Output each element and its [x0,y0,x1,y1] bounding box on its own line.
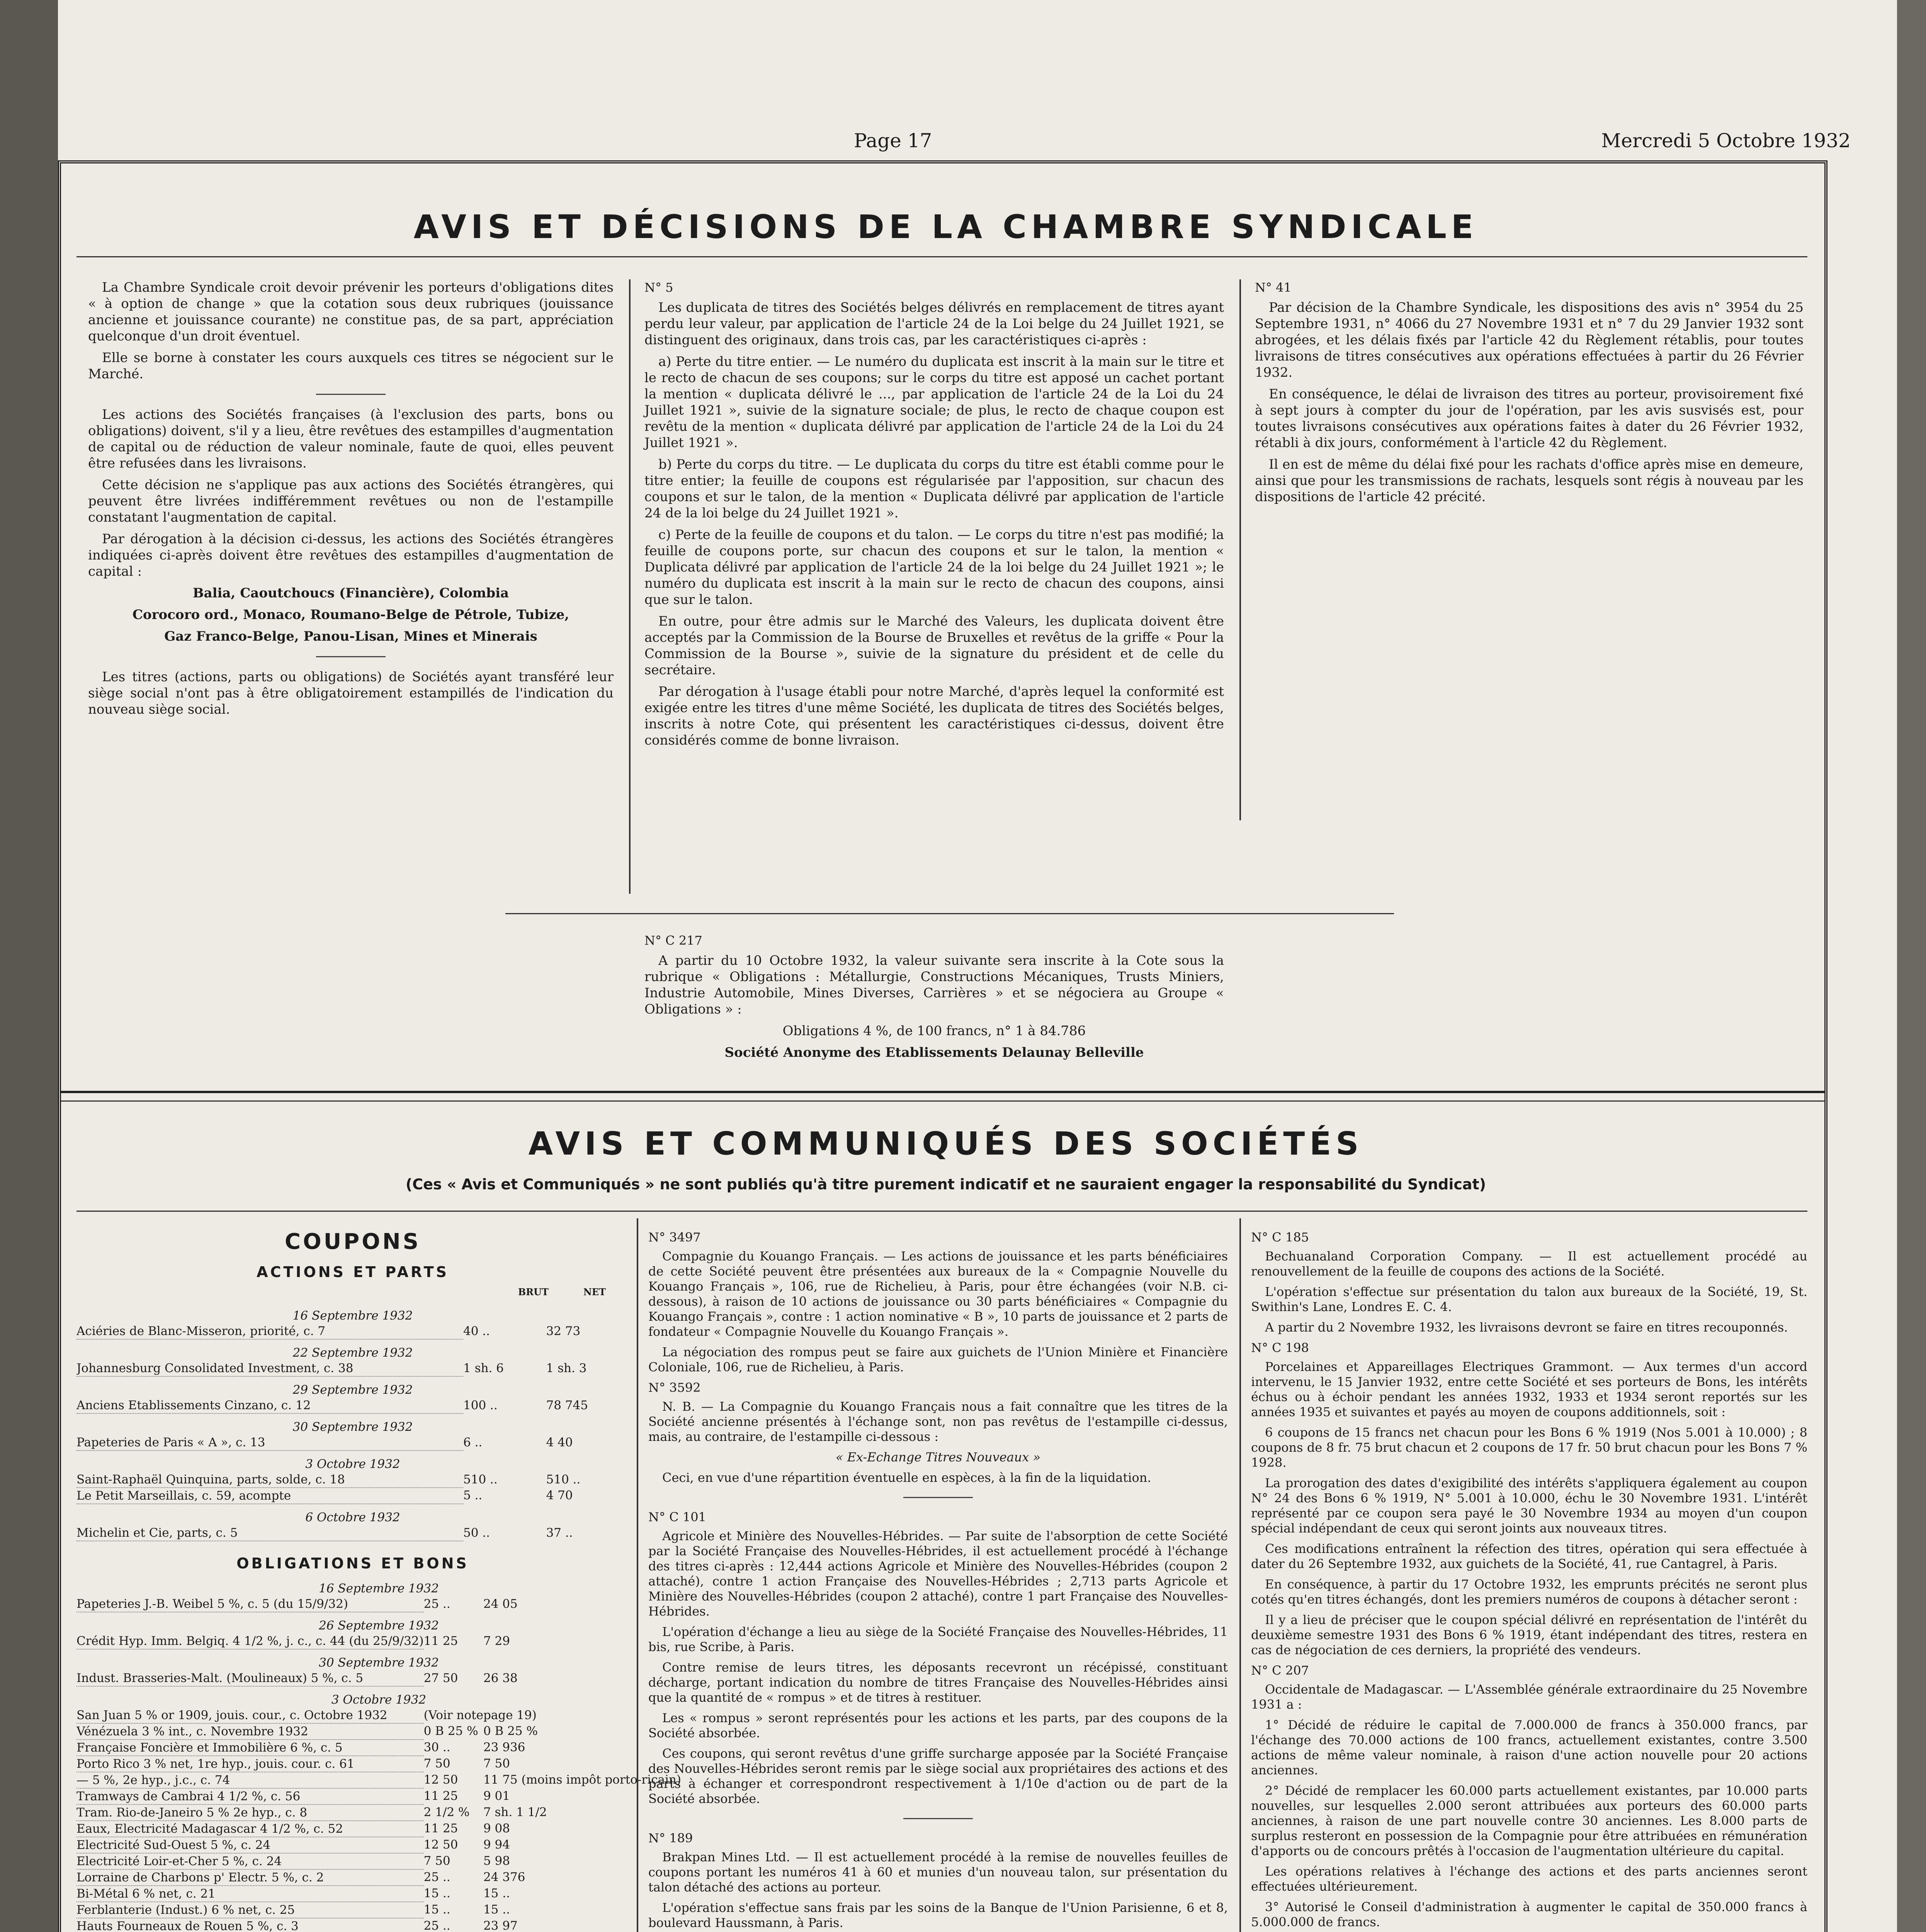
coupon-name: Indust. Brasseries-Malt. (Moulineaux) 5 %, c. 5 [76,1670,424,1686]
coupon-row [76,1804,681,1821]
coupon-name: Bi-Métal 6 % net, c. 21 [76,1886,424,1902]
coupon-net: 9 01 [483,1789,510,1803]
coupon-name: Lorraine de Charbons p' Electr. 5 %, c. 2 [76,1869,424,1886]
coupon-date-row [76,1339,629,1361]
coupon-net: 7 50 [483,1757,510,1770]
coupon-brut: 11 25 [423,1821,458,1835]
coupon-net: page 19) [483,1708,537,1722]
coupon-brut: 30 .. [423,1740,450,1754]
coupon-name: Crédit Hyp. Imm. Belgiq. 4 1/2 %, j. c., c. 44 (du 25/9/32) [76,1633,424,1649]
coupon-row [76,1853,681,1869]
coupon-row [76,1708,681,1723]
coupon-date: 30 Septembre 1932 [319,1656,439,1670]
coupon-net: 5 98 [483,1854,510,1868]
coupon-brut: (Voir note [423,1708,483,1722]
coupon-name: Aciéries de Blanc-Misseron, priorité, c. 7 [76,1323,463,1339]
societes-title: AVIS ET COMMUNIQUÉS DES SOCIÉTÉS [528,1126,1363,1162]
coupon-row [76,1435,629,1451]
coupon-net: 15 .. [483,1886,510,1900]
coupon-name: Electricité Loir-et-Cher 5 %, c. 24 [76,1853,424,1869]
coupon-row [76,1918,681,1932]
coupon-name: Eaux, Electricité Madagascar 4 1/2 %, c. 52 [76,1821,424,1837]
issue-date: Mercredi 5 Octobre 1932 [1601,129,1851,152]
coupon-date-row [76,1575,681,1596]
coupon-row [76,1472,629,1488]
coupon-name: Française Foncière et Immobilière 6 %, c. 5 [76,1740,424,1756]
coupon-row [76,1772,681,1788]
coupon-date: 29 Septembre 1932 [292,1383,413,1397]
actions-coupon-table [76,1303,629,1541]
column-rule [629,279,631,894]
coupon-net: 4 40 [546,1435,573,1449]
coupon-row [76,1837,681,1853]
coupon-name: Papeteries de Paris « A », c. 13 [76,1435,463,1451]
coupon-net: 32 73 [546,1324,581,1338]
coupon-brut: 5 .. [463,1488,483,1502]
coupon-row [76,1398,629,1413]
coupon-net: 9 08 [483,1821,510,1835]
scan-right-edge [1897,0,1926,1932]
coupon-name: Anciens Etablissements Cinzano, c. 12 [76,1398,463,1413]
coupon-brut: 11 25 [423,1789,458,1803]
coupon-brut: 12 50 [423,1838,458,1852]
coupon-date: 16 Septembre 1932 [319,1582,439,1595]
coupon-name: Tramways de Cambrai 4 1/2 %, c. 56 [76,1788,424,1804]
coupon-net: 23 97 [483,1919,518,1932]
coupon-row [76,1869,681,1886]
communiques-right-column: N° C 185 Bechuanaland Corporation Company. — Il est actuellement procédé au renouvellement de la feuille de coupons des actions de la Société. L'opération s'effectue sur présentation du talon aux bureaux de la Société, 19, St. Swithin's Lane, Londres E. C. 4. A partir du 2 Novembre 1932, les livraisons devront se faire en titres recouponnés. N° C 198 Porcelaines et Appareillages Electriques Grammont. — Aux termes d'un accord intervenu, le 15 Janvier 1932, entre cette Société et ses porteurs de Bons, les intérêts échus ou à échoir pendant les années 1932, 1933 et 1934 seront reportés sur les années 1935 et suivantes et payés au moyen de coupons additionnels, soit : 6 coupons de 15 francs net chacun pour les Bons 6 % 1919 (Nos 5.001 à 10.000) ; 8 coupons de 8 fr. 75 brut chacun et 2 coupons de 17 fr. 50 brut chacun pour les Bons 7 % 1928. La prorogation des dates d'exigibilité des intérêts s'appliquera également au coupon N° 24 des Bons 6 % 1919, N° 5.001 à 10.000, échu le 30 Novembre 1931. L'intérêt représenté par ce coupon sera payé le 30 Novembre 1934 au moyen d'un coupon spécial indépendant de ceux qui seront joints aux nouveaux titres. Ces modifications entraînent la réfection des titres, opération qui sera effectuée à dater du 26 Septembre 1932, aux guichets de la Société, 41, rue Cantagrel, à Paris. En conséquence, à partir du 17 Octobre 1932, les emprunts précités ne seront plus cotés qu'en titres échangés, dont les premiers numéros de coupons à détacher seront : Il y a lieu de préciser que le coupon spécial délivré en représentation de l'intérêt du deuxième semestre 1931 des Bons 6 % 1919, étant indépendant des titres, restera en cas de négociation de ces derniers, la propriété des vendeurs. N° C 207 Occidentale de Madagascar. — L'Assemblée générale extraordinaire du 25 Novembre 1931 a : 1° Décidé de réduire le capital de 7.000.000 de francs à 350.000 francs, par l'échange des 70.000 actions de 100 francs, actuellement existantes, contre 3.500 actions de même valeur nominale, à raison d'une action nouvelle pour 20 actions anciennes. 2° Décidé de remplacer les 60.000 parts actuellement existantes, par 10.000 parts nouvelles, sur lesquelles 2.000 seront attribuées aux porteurs des 60.000 parts anciennes, à raison de une part nouvelle contre 30 anciennes. Les 8.000 parts de surplus resteront en possession de la Compagnie pour être attribuées en rémunération d'apports ou de concours prêtés à l'occasion de l'augmentation ultérieure du capital. Les opérations relatives à l'échange des actions et des parts anciennes seront effectuées ultérieurement. 3° Autorisé le Conseil d'administration à augmenter le capital de 350.000 francs à 5.000.000 de francs. [1251,1230,1807,1929]
coupon-name: Papeteries J.-B. Weibel 5 %, c. 5 (du 15/9/32) [76,1596,424,1612]
coupon-row [76,1488,629,1504]
coupon-brut: 7 50 [423,1757,450,1770]
content-frame [58,160,1827,1932]
coupon-row [76,1902,681,1918]
coupon-date-row [76,1413,629,1435]
coupon-name: Hauts Fourneaux de Rouen 5 %, c. 3 [76,1918,424,1932]
coupon-brut: 7 50 [423,1854,450,1868]
coupon-brut: 50 .. [463,1526,490,1540]
brut-net-header: BRUT NET [518,1286,606,1298]
coupon-name: Michelin et Cie, parts, c. 5 [76,1525,463,1541]
coupon-brut: 6 .. [463,1435,483,1449]
coupon-name: Vénézuela 3 % int., c. Novembre 1932 [76,1723,424,1740]
coupon-net: 0 B 25 % [483,1724,538,1738]
coupon-name: Le Petit Marseillais, c. 59, acompte [76,1488,463,1504]
coupon-brut: 1 sh. 6 [463,1361,504,1375]
coupon-brut: 15 .. [423,1903,450,1917]
coupon-row [76,1525,629,1541]
coupon-name: Porto Rico 3 % net, 1re hyp., jouis. cour. c. 61 [76,1756,424,1772]
chambre-column-2: N° 5 Les duplicata de titres des Sociétés belges délivrés en remplacement de titres ayant perdu leur valeur, par application de l'article 24 de la Loi belge du 24 Juillet 1921, se distinguent des originaux, dans trois cas, par les caractéristiques ci-après : a) Perte du titre entier. — Le numéro du duplicata est inscrit à la main sur le titre et le recto de chacun de ses coupons; sur le corps du titre est apposé un cachet portant la mention « duplicata délivré le ..., par application de l'article 24 de la Loi du 24 Juillet 1921 », suivie de la signature sociale; de plus, le recto de chaque coupon est revêtu de la mention « duplicata délivré par application de l'article 24 de la Loi du 24 Juillet 1921 ». b) Perte du corps du titre. — Le duplicata du corps du titre est établi comme pour le titre entier; la feuille de coupons est régularisée par l'apposition, sur chacun des coupons et sur le talon, de la mention « Duplicata délivré par application de l'article 24 de la loi belge du 24 Juillet 1921 ». c) Perte de la feuille de coupons et du talon. — Le corps du titre n'est pas modifié; la feuille de coupons porte, sur chacun des coupons et sur le talon, la mention « Duplicata délivré par application de l'article 24 de la loi belge du 24 Juillet 1921 »; le numéro du duplicata est inscrit à la main sur le recto de chacun des coupons, ainsi que sur le talon. En outre, pour être admis sur le Marché des Valeurs, les duplicata doivent être acceptés par la Commission de la Bourse de Bruxelles et revêtus de la griffe « Pour la Commission de la Bourse », suivie de la signature du président et de celle du secrétaire. Par dérogation à l'usage établi pour notre Marché, d'après lequel la conformité est exigée entre les titres d'une même Société, les duplicata de titres des Sociétés belges, inscrits à notre Cote, qui présentent les caractéristiques ci-dessus, doivent être considérés comme de bonne livraison. [644,280,1224,748]
coupon-net: 23 936 [483,1740,525,1754]
coupon-net: 78 745 [546,1398,588,1412]
chambre-column-3: N° 41 Par décision de la Chambre Syndicale, les dispositions des avis n° 3954 du 25 Septembre 1931, n° 4066 du 27 Novembre 1931 et n° 7 du 29 Janvier 1932 sont abrogées, et les délais fixés par l'article 42 du Règlement rétablis, pour toutes livraisons de titres consécutives aux opérations effectuées à partir du 26 Février 1932. En conséquence, le délai de livraison des titres au porteur, provisoirement fixé à sept jours à compter du jour de l'opération, par les avis susvisés est, pour toutes livraisons consécutives aux opérations faites à dater du 26 Février 1932, rétabli à dix jours, conformément à l'article 42 du Règlement. Il en est de même du délai fixé pour les rachats d'office après mise en demeure, ainsi que pour les transmissions de rachats, lesquels sont régis à nouveau par les dispositions de l'article 42 précité. [1255,280,1804,505]
coupon-row [76,1723,681,1740]
coupon-row [76,1361,629,1376]
coupons-heading: COUPONS [284,1229,421,1254]
coupon-date-row [76,1686,681,1708]
coupon-date-row [76,1376,629,1398]
coupon-row [76,1756,681,1772]
obligations-coupon-table [76,1575,681,1932]
separator [316,394,386,395]
column-rule [637,1218,638,1932]
title-rule [76,1211,1807,1212]
chambre-center-notice: N° C 217 A partir du 10 Octobre 1932, la valeur suivante sera inscrite à la Cote sous la rubrique « Obligations : Métallurgie, Constructions Mécaniques, Trusts Miniers, Industrie Automobile, Mines Diverses, Carrières » et se négociera au Groupe « Obligations » : Obligations 4 %, de 100 francs, n° 1 à 84.786 Société Anonyme des Etablissements Delaunay Belleville [644,933,1224,1060]
coupon-net: 7 sh. 1 1/2 [483,1805,547,1819]
coupon-row [76,1788,681,1804]
coupon-brut: 100 .. [463,1398,498,1412]
coupon-name: Ferblanterie (Indust.) 6 % net, c. 25 [76,1902,424,1918]
coupon-date: 30 Septembre 1932 [292,1420,413,1434]
chambre-title: AVIS ET DÉCISIONS DE LA CHAMBRE SYNDICALE [413,208,1478,246]
coupon-name: Johannesburg Consolidated Investment, c. 38 [76,1361,463,1376]
running-header [58,122,1897,156]
coupon-row [76,1886,681,1902]
coupon-date: 3 Octobre 1932 [331,1693,427,1707]
actions-heading: ACTIONS ET PARTS [257,1264,449,1281]
coupon-name: San Juan 5 % or 1909, jouis. cour., c. Octobre 1932 [76,1708,424,1723]
coupon-brut: 15 .. [423,1886,450,1900]
coupon-net: 7 29 [483,1634,510,1648]
coupon-brut: 25 .. [423,1870,450,1884]
coupon-date-row [76,1612,681,1633]
coupon-brut: 510 .. [463,1473,498,1486]
coupon-brut: 12 50 [423,1773,458,1787]
coupon-name: Electricité Sud-Ouest 5 %, c. 24 [76,1837,424,1853]
coupon-row [76,1670,681,1686]
communiques-middle-column: N° 3497 Compagnie du Kouango Français. — Les actions de jouissance et les parts bénéficiaires de cette Société peuvent être présentées aux bureaux de la « Compagnie Nouvelle du Kouango Français », 106, rue de Richelieu, à Paris, pour être échangées (voir N.B. ci-dessous), à raison de 10 actions de jouissance ou 30 parts bénéficiaires « Compagnie du Kouango Français », contre : 1 action nominative « B », 10 parts de jouissance et 2 parts de fondateur « Compagnie Nouvelle du Kouango Français ». La négociation des rompus peut se faire aux guichets de l'Union Minière et Financière Coloniale, 106, rue de Richelieu, à Paris. N° 3592 N. B. — La Compagnie du Kouango Français nous a fait connaître que les titres de la Société ancienne présentés à l'échange sont, non pas revêtus de l'estampille ci-dessus, mais, au contraire, de l'estampille ci-dessous : « Ex-Echange Titres Nouveaux » Ceci, en vue d'une répartition éventuelle en espèces, à la fin de la liquidation. N° C 101 Agricole et Minière des Nouvelles-Hébrides. — Par suite de l'absorption de cette Société par la Société Française des Nouvelles-Hébrides, il est actuellement procédé à l'échange des titres ci-après : 12,444 actions Agricole et Minière des Nouvelles-Hébrides (coupon 2 attaché), contre 1 action Française des Nouvelles-Hébrides ; 2,713 parts Agricole et Minière des Nouvelles-Hébrides (coupon 2 attaché), contre 1 part Française des Nouvelles-Hébrides. L'opération d'échange a lieu au siège de la Société Française des Nouvelles-Hébrides, 11 bis, rue Scribe, à Paris. Contre remise de leurs titres, les déposants recevront un récépissé, constituant décharge, portant indication du nombre de titres Française des Nouvelles-Hébrides ainsi que la quantité de « rompus » et de titres à restituer. Les « rompus » seront représentés pour les actions et les parts, par des coupons de la Société absorbée. Ces coupons, qui seront revêtus d'une griffe surcharge apposée par la Société Française des Nouvelles-Hébrides seront remis par le siège social aux propriétaires des actions et des parts à échanger et correspondront respectivement à 1/10e d'action ou de part de la Société absorbée. N° 189 Brakpan Mines Ltd. — Il est actuellement procédé à la remise de nouvelles feuilles de coupons portant les numéros 41 à 60 et munies d'un nouveau talon, sur présentation du talon détaché des actions au porteur. L'opération s'effectue sans frais par les soins de la Banque de l'Union Parisienne, 6 et 8, boulevard Haussmann, à Paris. [648,1230,1228,1930]
coupon-net: 1 sh. 3 [546,1361,587,1375]
coupon-date: 26 Septembre 1932 [319,1619,439,1633]
obligations-heading: OBLIGATIONS ET BONS [236,1555,469,1572]
page-number: Page 17 [854,129,932,152]
chambre-column-1: La Chambre Syndicale croit devoir prévenir les porteurs d'obligations dites « à option de change » que la cotation sous deux rubriques (jouissance ancienne et jouissance courante) ne constitue pas, de sa part, appréciation quelconque d'un droit éventuel. Elle se borne à constater les cours auxquels ces titres se négocient sur le Marché. Les actions des Sociétés françaises (à l'exclusion des parts, bons ou obligations) doivent, s'il y a lieu, être revêtues des estampilles d'augmentation de capital ou de réduction de valeur nominale, faute de quoi, elles peuvent être refusées dans les livraisons. Cette décision ne s'applique pas aux actions des Sociétés étrangères, qui peuvent être livrées indifféremment revêtues ou non de l'estampille constatant l'augmentation de capital. Par dérogation à la décision ci-dessus, les actions des Sociétés étrangères indiquées ci-après doivent être revêtues des estampilles d'augmentation de capital : Balia, Caoutchoucs (Financière), Colombia Corocoro ord., Monaco, Roumano-Belge de Pétrole, Tubize, Gaz Franco-Belge, Panou-Lisan, Mines et Minerais Les titres (actions, parts ou obligations) de Sociétés ayant transféré leur siège social n'ont pas à être obligatoirement estampillés de l'indication du nouveau siège social. [88,280,614,717]
coupon-brut: 2 1/2 % [423,1805,470,1819]
coupon-brut: 27 50 [423,1671,458,1685]
coupon-row [76,1323,629,1339]
coupon-name: Tram. Rio-de-Janeiro 5 % 2e hyp., c. 8 [76,1804,424,1821]
coupon-date: 16 Septembre 1932 [292,1309,413,1323]
coupon-net: 37 .. [546,1526,573,1540]
coupon-net: 11 75 (moins impôt porto-ricain) [483,1773,681,1787]
coupon-date: 6 Octobre 1932 [305,1510,400,1524]
coupon-brut: 11 25 [423,1634,458,1648]
coupon-row [76,1821,681,1837]
separator [903,1818,973,1819]
separator [316,656,386,657]
separator [903,1497,973,1498]
column-rule [1239,1218,1241,1932]
coupon-brut: 25 .. [423,1919,450,1932]
scan-left-edge [0,0,58,1932]
coupon-date-row [76,1649,681,1670]
coupon-net: 24 05 [483,1597,518,1611]
coupon-net: 26 38 [483,1671,518,1685]
coupon-date-row [76,1303,629,1323]
societes-subtitle: (Ces « Avis et Communiqués » ne sont publiés qu'à titre purement indicatif et ne sauraient engager la responsabilité du Syndicat) [405,1176,1486,1193]
coupon-name: Saint-Raphaël Quinquina, parts, solde, c. 18 [76,1472,463,1488]
coupon-brut: 0 B 25 % [423,1724,478,1738]
coupon-brut: 25 .. [423,1597,450,1611]
coupon-net: 24 376 [483,1870,525,1884]
coupon-net: 15 .. [483,1903,510,1917]
coupon-name: — 5 %, 2e hyp., j.c., c. 74 [76,1772,424,1788]
coupon-date-row [76,1504,629,1525]
title-rule [76,256,1807,257]
section-divider [61,1091,1825,1093]
coupon-date-row [76,1451,629,1472]
coupon-brut: 40 .. [463,1324,490,1338]
column-rule [1239,279,1241,820]
coupons-column [76,1229,681,1932]
coupon-net: 510 .. [546,1473,581,1486]
coupon-date: 22 Septembre 1932 [292,1346,413,1360]
coupon-row [76,1740,681,1756]
newspaper-page [58,0,1897,1932]
coupon-row [76,1633,681,1649]
coupon-net: 9 94 [483,1838,510,1852]
coupon-net: 4 70 [546,1488,573,1502]
section-divider [61,1100,1825,1102]
coupon-row [76,1596,681,1612]
center-notice-rule [505,913,1394,914]
coupon-date: 3 Octobre 1932 [305,1457,400,1471]
